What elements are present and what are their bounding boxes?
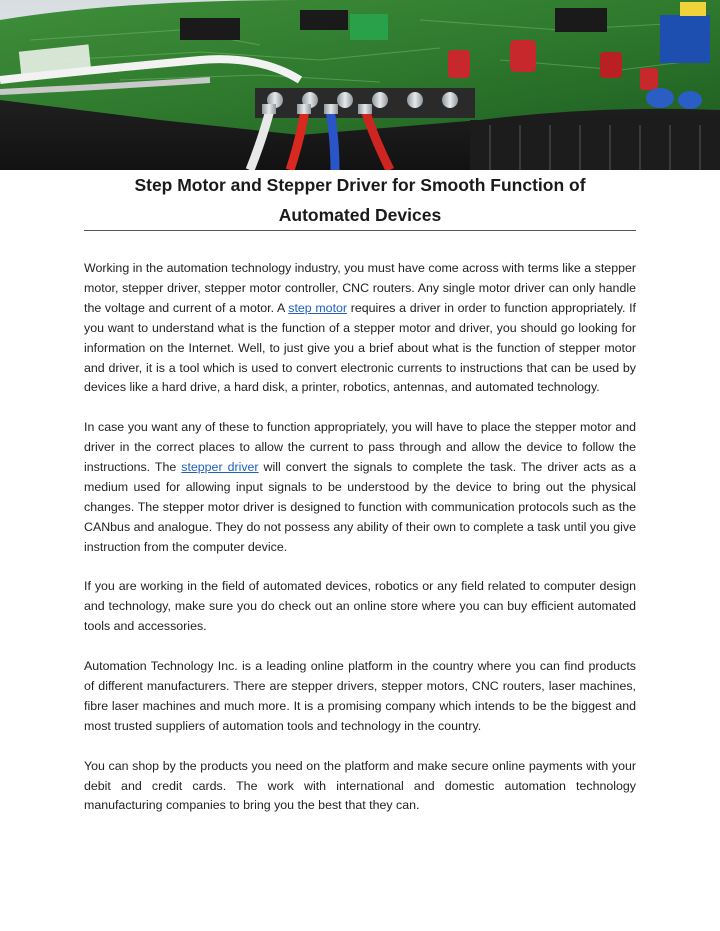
hero-image <box>0 0 720 170</box>
paragraph-2-text-b: will convert the signals to complete the task. The driver acts as a medium used for allowing input signals to be understood by the device to bring out the physical changes. The stepper motor driver is designed to function with communication protocols such as the CANbus and analogue. They do not possess any ability of their own to complete a task until you give instruction from the computer device. <box>84 460 636 554</box>
article-body <box>84 259 636 836</box>
paragraph-1-text-b: requires a driver in order to function appropriately. If you want to understand what is the function of a stepper motor and driver, you should go looking for information on the Internet. Well, to just give you a brief about what is the function of stepper motor and driver, it is a tool which is used to convert electronic currents to instructions that can be used by devices like a hard drive, a hard disk, a printer, robotics, antennas, and automated technology. <box>84 300 636 395</box>
stepper-driver-link[interactable]: stepper driver <box>181 460 259 475</box>
paragraph-2-text-a: In case you want any of these to function appropriately, you will have to place the stepper motor and driver in the correct places to allow the current to pass through and allow the device to follow the instructions. The <box>84 420 636 475</box>
step-motor-link[interactable]: step motor <box>288 300 348 315</box>
paragraph-5: You can shop by the products you need on the platform and make secure online payments with your debit and credit cards. The work with international and domestic automation technology manufacturing companies to bring you the best that they can. <box>84 758 636 813</box>
paragraph-4: Automation Technology Inc. is a leading online platform in the country where you can find products of different manufacturers. There are stepper drivers, stepper motors, CNC routers, laser machines, fibre laser machines and much more. It is a promising company which intends to be the biggest and most trusted suppliers of automation tools and technology in the country. <box>84 659 636 733</box>
title-line-2: Automated Devices <box>278 205 442 225</box>
paragraph-3: If you are working in the field of automated devices, robotics or any field related to computer design and technology, make sure you do check out an online store where you can buy efficient automated tools and accessories. <box>84 579 636 634</box>
paragraph-1 <box>84 259 636 398</box>
circuit-board-illustration <box>0 0 720 170</box>
title-divider <box>84 230 636 231</box>
paragraph-1-text-a: Working in the automation technology industry, you must have come across with terms like a stepper motor, stepper driver, stepper motor controller, CNC routers. Any single motor driver can only handle the voltage and current of a motor. A <box>84 261 636 315</box>
page-title <box>84 170 636 230</box>
paragraph-2 <box>84 418 636 557</box>
title-line-1: Step Motor and Stepper Driver for Smooth Function of <box>134 175 586 195</box>
